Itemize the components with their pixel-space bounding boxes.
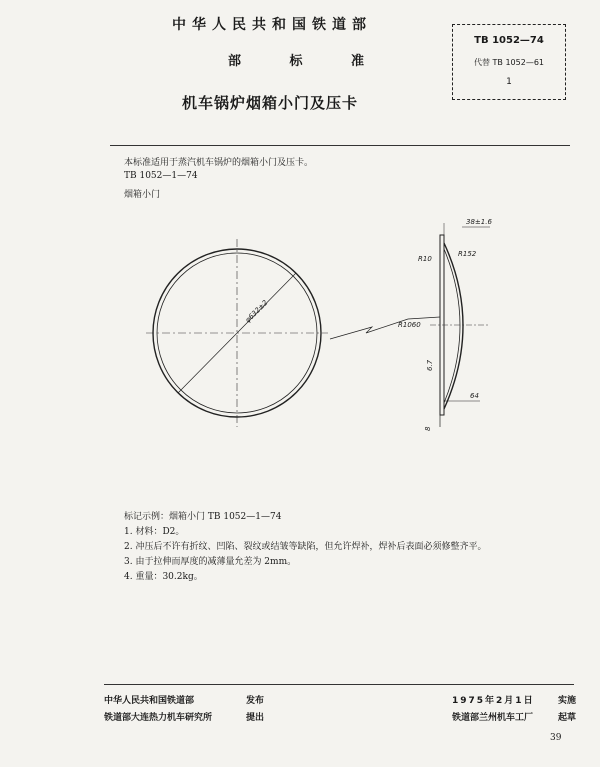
lip-label: 8 [424,426,432,431]
standard-page: 1 [506,77,512,87]
top-rule [110,145,570,146]
note-item: 3. 由于拉伸而厚度的减薄量允差为 2mm。 [124,557,297,567]
diameter-label: φ632±2 [243,298,270,325]
notes-section [124,510,486,585]
replaces-standard: 代替 TB 1052—61 [474,58,544,67]
page-number: 39 [550,733,562,743]
ministry-name: 中华人民共和国铁道部 [172,17,372,33]
drafting-org: 铁道部大连热力机车研究所 [104,713,213,723]
flange-label: 64 [470,392,479,400]
radius-leader [330,317,440,339]
standard-number-box [452,24,566,100]
r10-label: R10 [418,255,432,263]
inner-dim-label: 6.7 [426,359,434,371]
r152-label: R152 [458,250,477,258]
publisher: 中华人民共和国铁道部 [104,696,195,706]
bottom-rule [104,684,574,685]
technical-drawing [140,215,500,445]
implementation-date: 1975年2月1日 [452,696,535,706]
thickness-label: 38±1.6 [466,218,492,226]
drafter-verb: 起草 [558,713,577,723]
drafting-verb: 提出 [246,713,265,723]
part-number: TB 1052—1—74 [124,171,198,181]
implementation-verb: 实施 [558,696,577,706]
document-title: 机车锅炉烟箱小门及压卡 [182,94,359,112]
marking-example: 标记示例：烟箱小门 TB 1052—1—74 [124,512,282,522]
radius-main-label: R1060 [398,321,421,329]
publish-verb: 发布 [246,696,265,706]
scope-statement: 本标准适用于蒸汽机车锅炉的烟箱小门及压卡。 [124,158,314,168]
note-item: 4. 重量：30.2kg。 [124,572,203,582]
standard-kind: 部 标 准 [228,54,387,69]
part-name: 烟箱小门 [124,190,161,200]
note-item: 1. 材料：D2。 [124,527,185,537]
note-item: 2. 冲压后不许有折纹、凹陷、裂纹或结皱等缺陷，但允许焊补，焊补后表面必须修整齐平。 [124,542,487,552]
door-side-inner [444,249,460,403]
standard-number: TB 1052—74 [474,35,544,46]
drafter-unit: 铁道部兰州机车工厂 [452,713,534,723]
